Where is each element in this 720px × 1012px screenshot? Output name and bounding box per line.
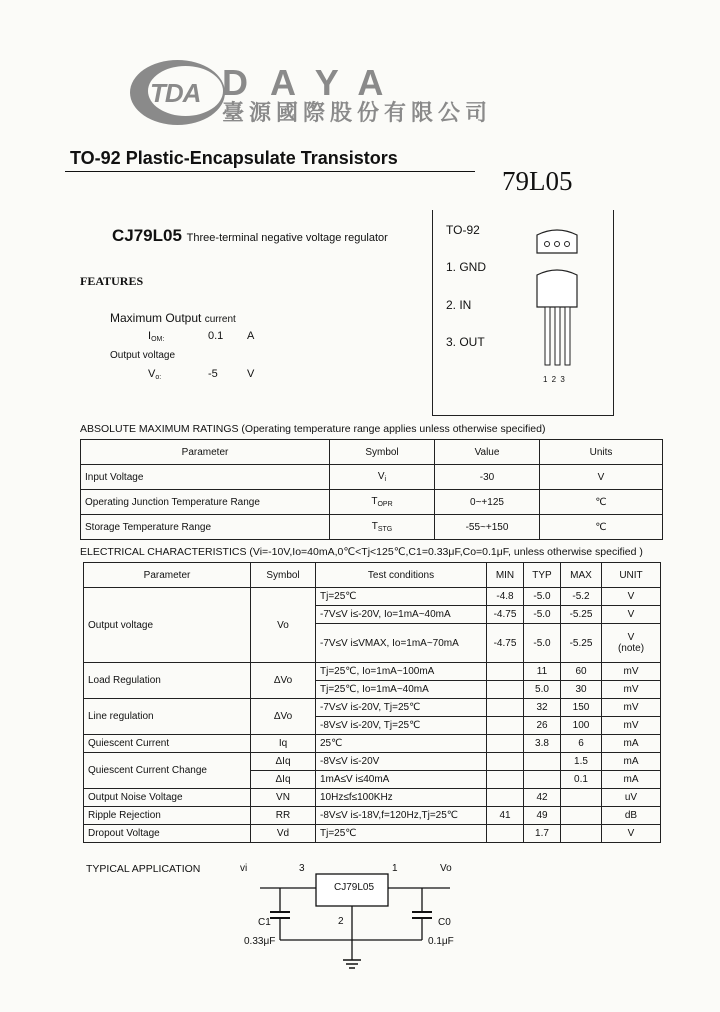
param-cell: Line regulation: [84, 699, 251, 735]
min-cell: [487, 717, 524, 735]
unit-note: (note): [617, 643, 645, 654]
unit-cell: mV: [602, 681, 661, 699]
unit-cell: mA: [602, 753, 661, 771]
typ-cell: -5.0: [524, 606, 561, 624]
max-cell: 6: [561, 735, 602, 753]
min-cell: [487, 789, 524, 807]
pin-1-label: 1. GND: [446, 260, 487, 274]
part-name: CJ79L05: [112, 226, 182, 245]
value-cell: -55~+150: [435, 515, 540, 540]
symbol-cell: $T_{OPR}$: [330, 490, 435, 515]
abs-max-title: ABSOLUTE MAXIMUM RATINGS (Operating temperature range applies unless otherwise specified): [80, 423, 546, 435]
icom-symbol: $I_{OM:}$: [148, 330, 165, 343]
pin-2-number: 2: [338, 916, 344, 927]
chip-label: CJ79L05: [334, 882, 375, 893]
header-parameter: Parameter: [84, 563, 251, 588]
logo-mark-text: TDA: [150, 78, 201, 108]
pin-1-number: 1: [392, 863, 398, 874]
condition-cell: 10Hz≤f≤100KHz: [316, 789, 487, 807]
typ-cell: 49: [524, 807, 561, 825]
features-heading: FEATURES: [80, 274, 144, 288]
table-header-row: [81, 440, 663, 465]
elec-char-title: ELECTRICAL CHARACTERISTICS (Vi=-10V,Io=40mA,0℃<Tj<125℃,C1=0.33μF,Co=0.1μF, unless otherwise specified ): [80, 546, 643, 558]
table-row: [84, 735, 661, 753]
vo-unit: V: [247, 368, 255, 380]
condition-cell: -7V≤V i≤-20V, Io=1mA~40mA: [316, 606, 487, 624]
typ-cell: 3.8: [524, 735, 561, 753]
typ-cell: 11: [524, 663, 561, 681]
param-cell: Load Regulation: [84, 663, 251, 699]
header-units: Units: [540, 440, 663, 465]
symbol-cell: Vd: [251, 825, 316, 843]
symbol-cell: Iq: [251, 735, 316, 753]
table-row: [84, 753, 661, 771]
table-row: [84, 699, 661, 717]
table-row: [81, 465, 663, 490]
symbol-cell: ΔVo: [251, 699, 316, 735]
table-header-row: [84, 563, 661, 588]
param-cell: Input Voltage: [81, 465, 330, 490]
min-cell: [487, 663, 524, 681]
param-cell: Operating Junction Temperature Range: [81, 490, 330, 515]
unit-cell: [602, 624, 661, 663]
header-max: MAX: [561, 563, 602, 588]
c0-label: C0: [438, 917, 451, 928]
symbol-cell: RR: [251, 807, 316, 825]
condition-cell: 25℃: [316, 735, 487, 753]
pin-3-number: 3: [299, 863, 305, 874]
abs-max-table: [80, 439, 663, 540]
icom-value: 0.1: [208, 330, 224, 342]
condition-cell: Tj=25℃, Io=1mA~40mA: [316, 681, 487, 699]
table-row: [84, 825, 661, 843]
symbol-cell: ΔIq: [251, 753, 316, 771]
brand-name: DAYA: [222, 62, 406, 103]
param-cell: Dropout Voltage: [84, 825, 251, 843]
c1-value: 0.33μF: [244, 936, 276, 947]
max-cell: 0.1: [561, 771, 602, 789]
table-row: [84, 663, 661, 681]
value-cell: -30: [435, 465, 540, 490]
max-output-text: Maximum Output: [110, 311, 202, 325]
part-description: Three-terminal negative voltage regulator: [186, 232, 388, 244]
table-row: [84, 789, 661, 807]
min-cell: -4.8: [487, 588, 524, 606]
max-cell: 30: [561, 681, 602, 699]
min-cell: [487, 735, 524, 753]
unit-cell: mA: [602, 771, 661, 789]
unit-cell: V: [602, 825, 661, 843]
to92-package-drawing: [525, 225, 595, 375]
header-test-conditions: Test conditions: [316, 563, 487, 588]
min-cell: [487, 825, 524, 843]
min-cell: [487, 753, 524, 771]
vo-label: Vo: [440, 863, 452, 874]
param-cell: Output Noise Voltage: [84, 789, 251, 807]
max-cell: -5.25: [561, 606, 602, 624]
min-cell: [487, 681, 524, 699]
symbol-cell: $V_i$: [330, 465, 435, 490]
param-cell: Quiescent Current: [84, 735, 251, 753]
unit-cell: mV: [602, 663, 661, 681]
symbol-cell: ΔIq: [251, 771, 316, 789]
condition-cell: -8V≤V i≤-20V, Tj=25℃: [316, 717, 487, 735]
unit-cell: ℃: [540, 515, 663, 540]
min-cell: [487, 771, 524, 789]
condition-cell: -7V≤V i≤VMAX, Io=1mA~70mA: [316, 624, 487, 663]
unit-cell: mV: [602, 717, 661, 735]
table-row: [81, 515, 663, 540]
header-parameter: Parameter: [81, 440, 330, 465]
table-row: [81, 490, 663, 515]
symbol-cell: ΔVo: [251, 663, 316, 699]
max-cell: [561, 789, 602, 807]
output-voltage-label: Output voltage: [110, 350, 176, 361]
max-output-label: [110, 311, 236, 325]
min-cell: -4.75: [487, 606, 524, 624]
header-symbol: Symbol: [330, 440, 435, 465]
unit-cell: uV: [602, 789, 661, 807]
unit-value: V: [627, 632, 635, 643]
param-cell: Storage Temperature Range: [81, 515, 330, 540]
pin-3-label: 3. OUT: [446, 335, 485, 349]
package-name: TO-92: [446, 223, 480, 237]
table-row: [84, 807, 661, 825]
param-cell: Quiescent Current Change: [84, 753, 251, 789]
header-unit: UNIT: [602, 563, 661, 588]
symbol-cell: Vo: [251, 588, 316, 663]
condition-cell: 1mA≤V i≤40mA: [316, 771, 487, 789]
max-cell: [561, 807, 602, 825]
header-symbol: Symbol: [251, 563, 316, 588]
pin-numbers: 1 2 3: [543, 375, 565, 384]
symbol-cell: VN: [251, 789, 316, 807]
max-output-suffix: current: [204, 314, 236, 325]
typical-application-title: TYPICAL APPLICATION: [86, 863, 201, 875]
typ-cell: -5.0: [524, 588, 561, 606]
max-cell: -5.25: [561, 624, 602, 663]
vo-value: -5: [208, 368, 218, 380]
typ-cell: [524, 753, 561, 771]
unit-cell: ℃: [540, 490, 663, 515]
typ-cell: -5.0: [524, 624, 561, 663]
condition-cell: Tj=25℃, Io=1mA~100mA: [316, 663, 487, 681]
c0-value: 0.1μF: [428, 936, 454, 947]
max-cell: [561, 825, 602, 843]
typ-cell: 1.7: [524, 825, 561, 843]
condition-cell: Tj=25℃: [316, 588, 487, 606]
vo-symbol: $V_{o:}$: [148, 368, 162, 381]
typ-cell: 26: [524, 717, 561, 735]
icom-unit: A: [247, 330, 255, 342]
typ-cell: 5.0: [524, 681, 561, 699]
condition-cell: -7V≤V i≤-20V, Tj=25℃: [316, 699, 487, 717]
unit-cell: V: [540, 465, 663, 490]
header-min: MIN: [487, 563, 524, 588]
part-heading: [112, 226, 388, 246]
brand-chinese-name: 臺源國際股份有限公司: [222, 101, 493, 126]
param-cell: Output voltage: [84, 588, 251, 663]
unit-cell: mA: [602, 735, 661, 753]
max-cell: 1.5: [561, 753, 602, 771]
value-cell: 0~+125: [435, 490, 540, 515]
unit-cell: V: [602, 606, 661, 624]
max-cell: 150: [561, 699, 602, 717]
symbol-cell: $T_{STG}$: [330, 515, 435, 540]
condition-cell: -8V≤V i≤-18V,f=120Hz,Tj=25℃: [316, 807, 487, 825]
c1-label: C1: [258, 917, 271, 928]
param-cell: Ripple Rejection: [84, 807, 251, 825]
elec-char-table: [83, 562, 661, 843]
typ-cell: 32: [524, 699, 561, 717]
unit-cell: V: [602, 588, 661, 606]
title-underline: [65, 171, 475, 172]
min-cell: -4.75: [487, 624, 524, 663]
max-cell: -5.2: [561, 588, 602, 606]
header-value: Value: [435, 440, 540, 465]
pin-2-label: 2. IN: [446, 298, 472, 312]
typ-cell: [524, 771, 561, 789]
min-cell: [487, 699, 524, 717]
condition-cell: Tj=25℃: [316, 825, 487, 843]
typ-cell: 42: [524, 789, 561, 807]
min-cell: 41: [487, 807, 524, 825]
unit-cell: mV: [602, 699, 661, 717]
condition-cell: -8V≤V i≤-20V: [316, 753, 487, 771]
max-cell: 100: [561, 717, 602, 735]
unit-cell: dB: [602, 807, 661, 825]
table-row: [84, 588, 661, 606]
header-typ: TYP: [524, 563, 561, 588]
max-cell: 60: [561, 663, 602, 681]
vi-label: vi: [240, 863, 248, 874]
part-code: 79L05: [502, 166, 573, 196]
series-title: TO-92 Plastic-Encapsulate Transistors: [70, 148, 398, 168]
